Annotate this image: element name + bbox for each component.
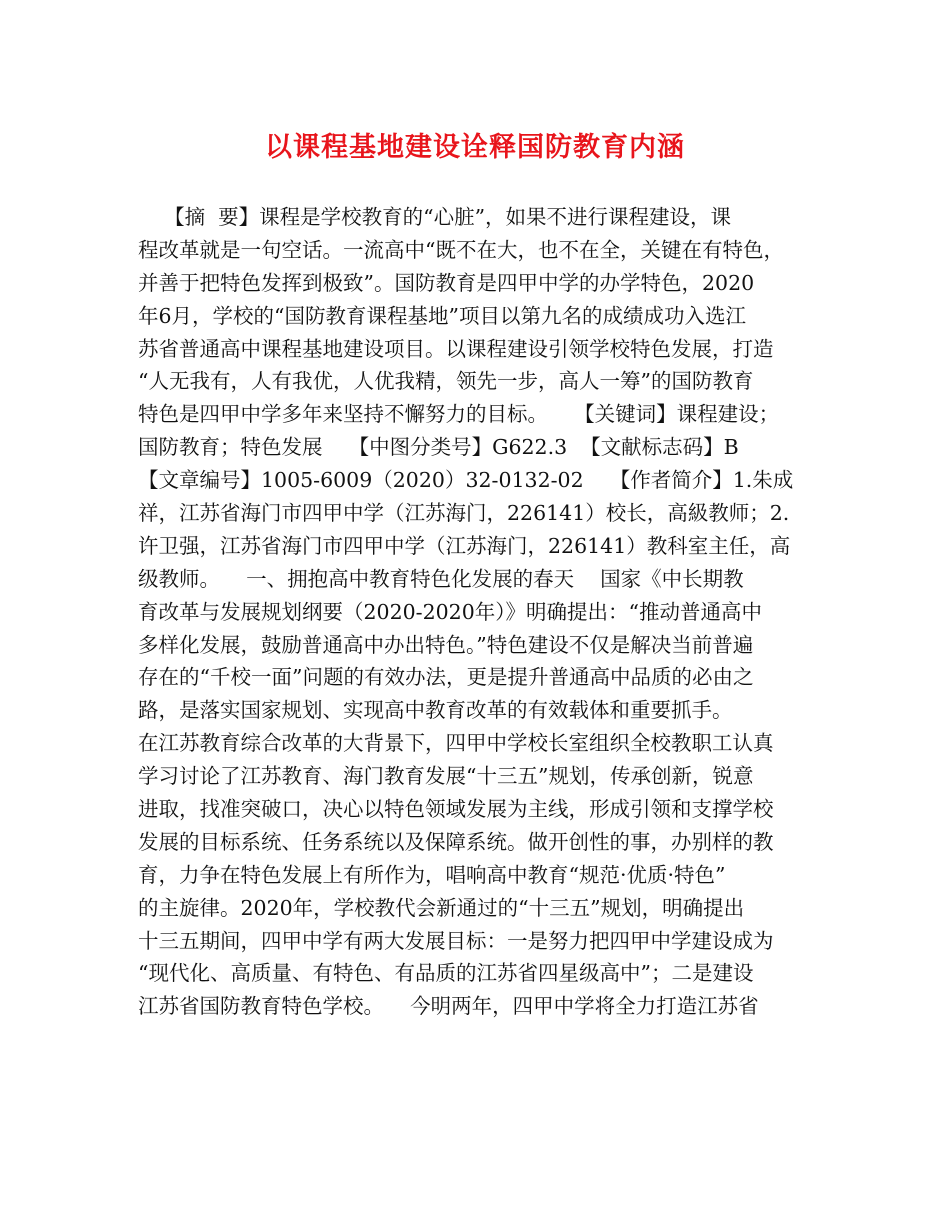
page-title: 以课程基地建设诠释国防教育内涵: [265, 132, 685, 163]
body-text-line: 级教师。 一、拥抱高中教育特色化发展的春天 国家《中长期教: [138, 566, 744, 591]
body-text-line: 江苏省国防教育特色学校。 今明两年，四甲中学将全力打造江苏省: [138, 994, 759, 1019]
body-text-line: 的主旋律。2020年，学校教代会新通过的“十三五”规划，明确提出: [138, 895, 745, 920]
body-text-line: 多样化发展，鼓励普通高中办出特色。”特色建设不仅是解决当前普遍: [138, 632, 754, 657]
body-text-line: 国防教育；特色发展 【中图分类号】G622.3 【文献标志码】B: [138, 435, 739, 460]
body-text-line: 十三五期间，四甲中学有两大发展目标：一是努力把四甲中学建设成为: [138, 928, 774, 953]
body-text-line: 许卫强，江苏省海门市四甲中学（江苏海门，226141）教科室主任，高: [138, 533, 791, 558]
document-body: [138, 201, 818, 1023]
body-text-line: 发展的目标系统、任务系统以及保障系统。做开创性的事，办别样的教: [138, 829, 774, 854]
body-text-line: 进取，找准突破口，决心以特色领域发展为主线，形成引领和支撑学校: [138, 797, 774, 822]
body-text-line: 在江苏教育综合改革的大背景下，四甲中学校长室组织全校教职工认真: [138, 731, 774, 756]
body-text-line: 育改革与发展规划纲要（2020-2020年）》明确提出：“推动普通高中: [138, 599, 762, 624]
body-text-line: “现代化、高质量、有特色、有品质的江苏省四星级高中”；二是建设: [138, 961, 754, 986]
body-text-line: 育，力争在特色发展上有所作为，唱响高中教育“规范·优质·特色”: [138, 862, 726, 887]
body-text-line: 年6月，学校的“国防教育课程基地”项目以第九名的成绩成功入选江: [138, 303, 747, 328]
body-text-line: 祥，江苏省海门市四甲中学（江苏海门，226141）校长，高級教师；2.: [138, 501, 790, 526]
body-text-line: 存在的“千校一面”问题的有效办法，更是提升普通高中品质的必由之: [138, 665, 754, 690]
body-text-line: “人无我有，人有我优，人优我精，领先一步，高人一筹”的国防教育: [138, 369, 754, 394]
body-text-line: 学习讨论了江苏教育、海门教育发展“十三五”规划，传承创新，锐意: [138, 764, 754, 789]
body-text-line: 【文章编号】1005-6009（2020）32-0132-02 【作者简介】1.朱成: [138, 468, 794, 493]
body-text-line: 并善于把特色发挥到极致”。国防教育是四甲中学的办学特色，2020: [138, 270, 755, 295]
body-text-line: 特色是四甲中学多年来坚持不懈努力的目标。 【关键词】课程建设；: [138, 402, 780, 427]
body-text-line: 路，是落实国家规划、实现高中教育改革的有效载体和重要抓手。: [138, 698, 733, 723]
body-text-line: 【摘 要】课程是学校教育的“心脏”，如果不进行课程建设，课: [138, 205, 732, 229]
body-text-line: 苏省普通高中课程基地建设项目。以课程建设引领学校特色发展，打造: [138, 336, 774, 361]
body-text-line: 程改革就是一句空话。一流高中“既不在大，也不在全，关键在有特色，: [138, 237, 784, 262]
